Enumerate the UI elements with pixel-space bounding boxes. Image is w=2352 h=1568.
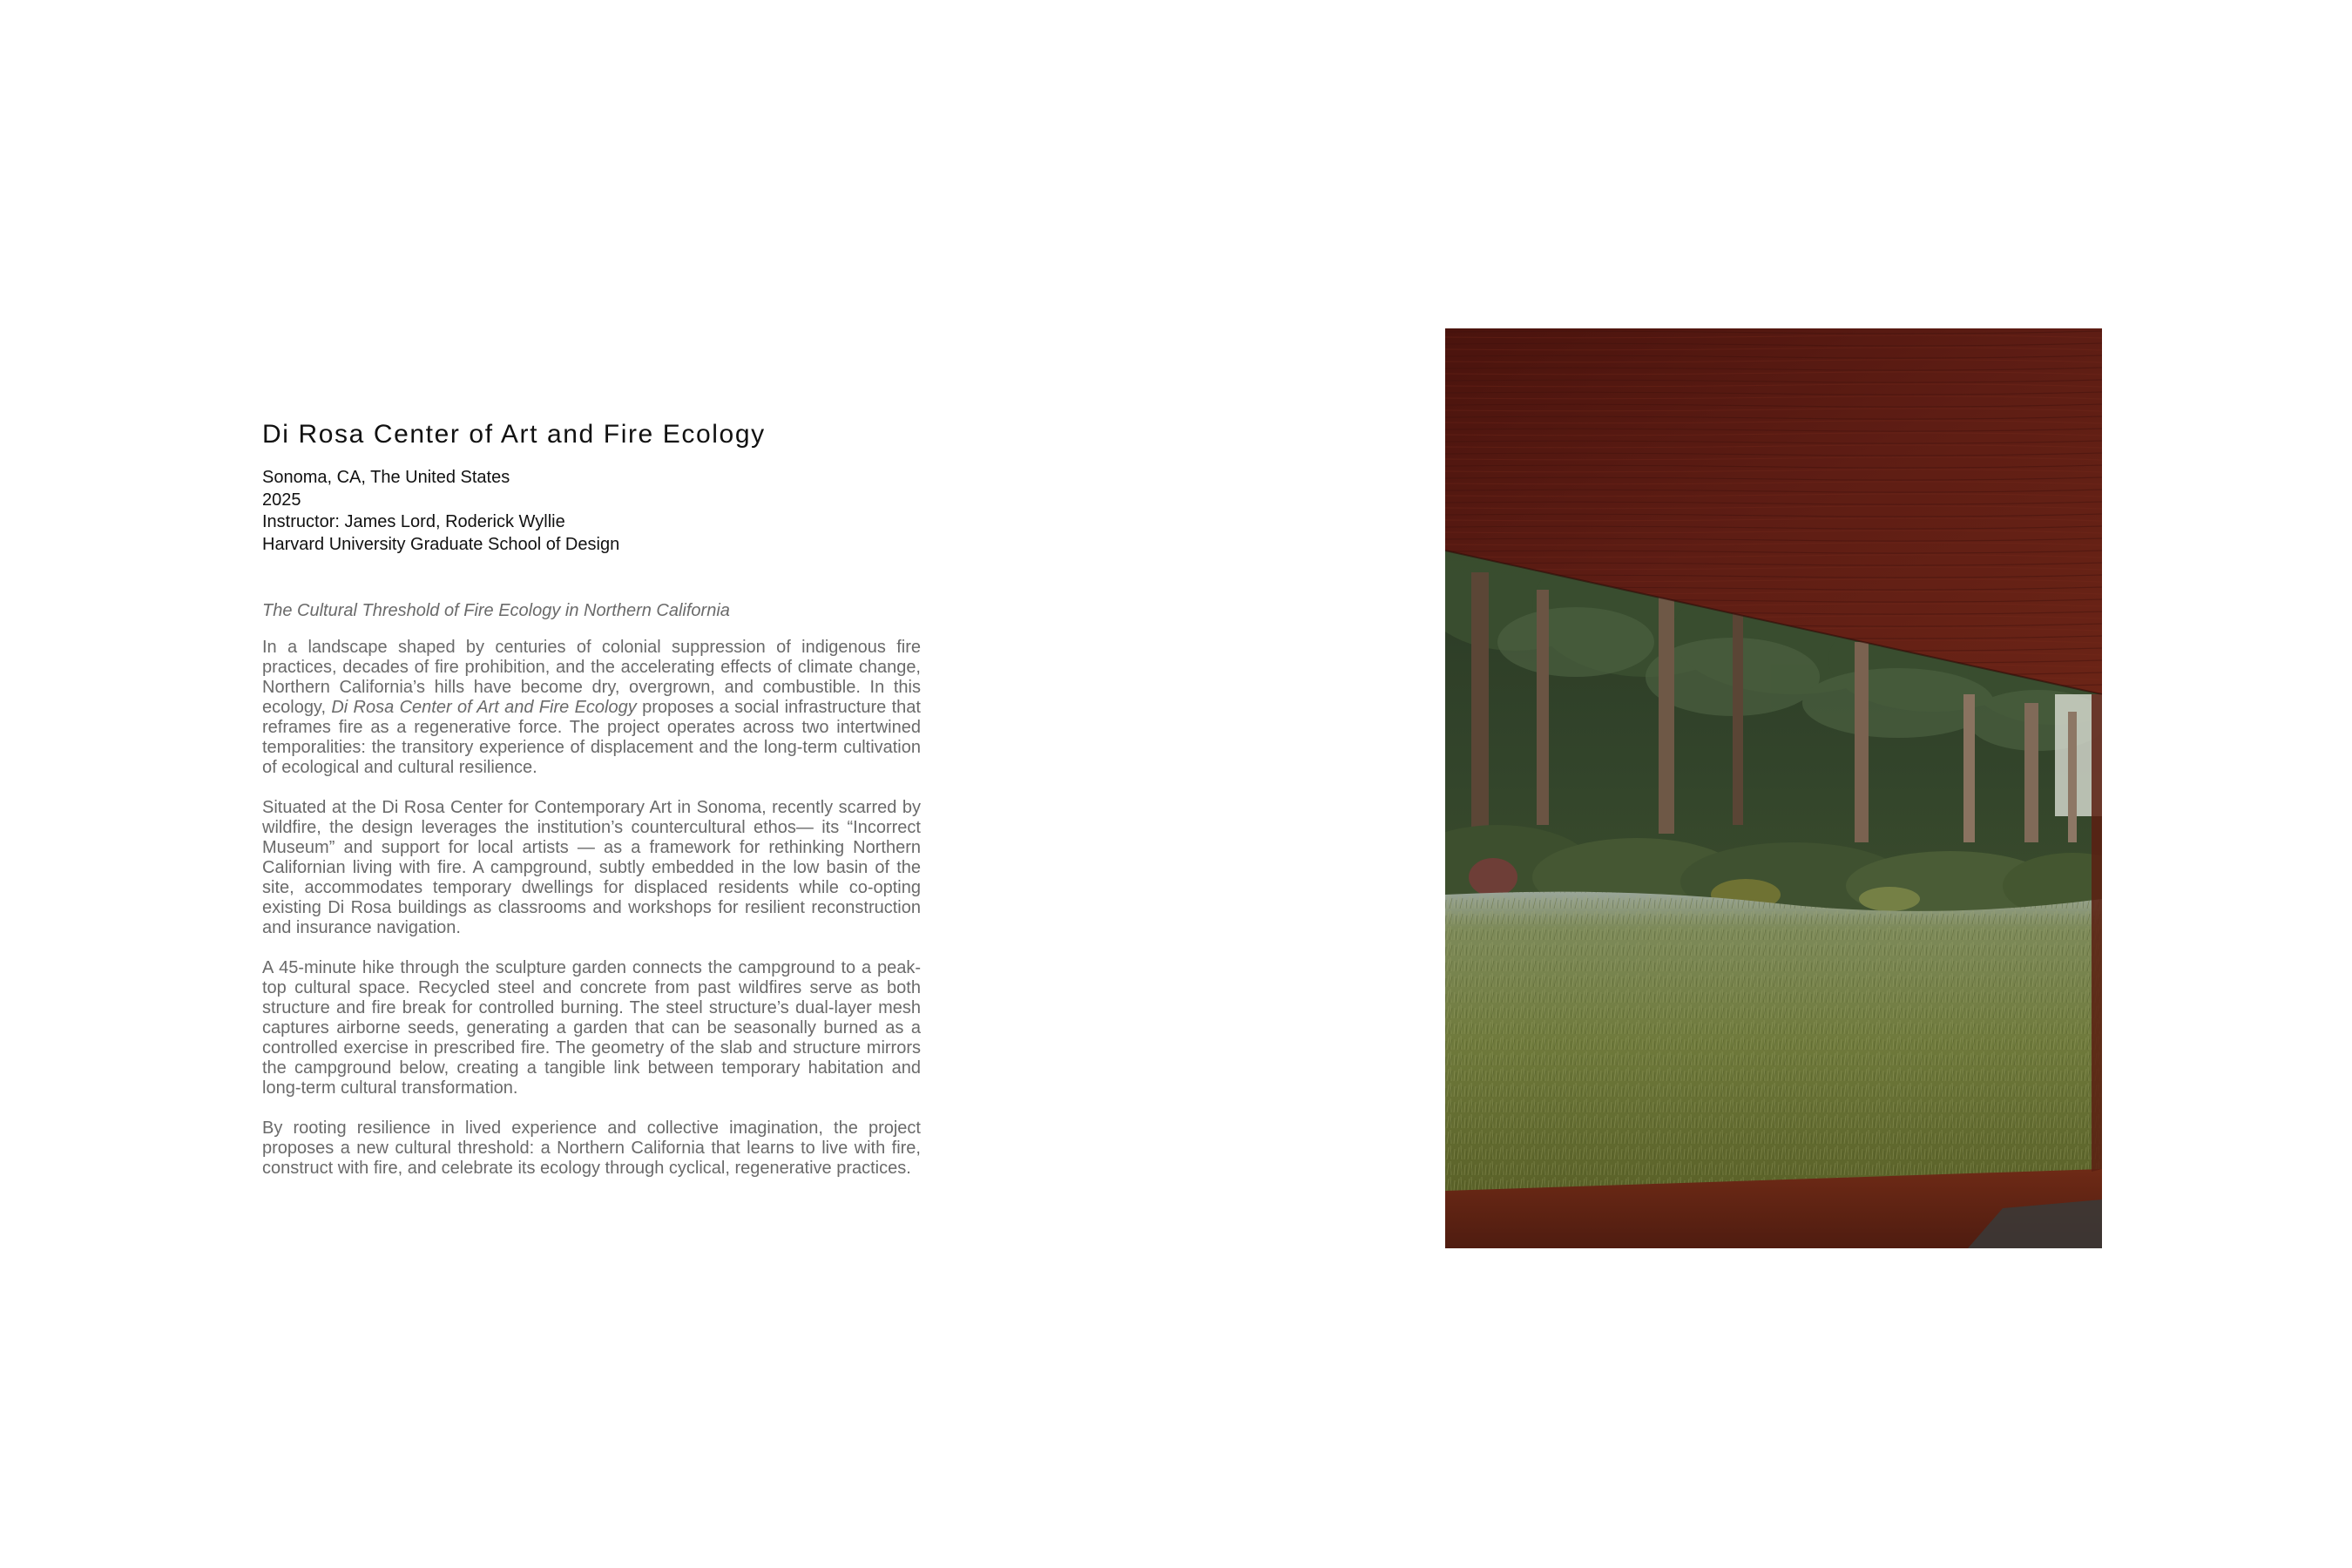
project-meta <box>262 467 921 556</box>
essay-paragraph-3: A 45-minute hike through the sculpture garden connects the campground to a peak-top cultural space. Recycled steel and concrete from past wildfires serve as both structure and fire break for controlled burning. The steel structure’s dual-layer mesh captures airborne seeds, generating a garden that can be seasonally burned as a controlled exercise in prescribed fire. The geometry of the slab and structure mirrors the campground below, creating a tangible link between temporary habitation and long-term cultural transformation. <box>262 958 921 1098</box>
essay-paragraph-4: By rooting resilience in lived experience and collective imagination, the project proposes a new cultural threshold: a Northern California that learns to live with fire, construct with fire, and celebrate its ecology through cyclical, regenerative practices. <box>262 1119 921 1178</box>
essay-paragraph-2: Situated at the Di Rosa Center for Contemporary Art in Sonoma, recently scarred by wildfire, the design leverages the institution’s countercultural ethos— its “Incorrect Museum” and support for local artists — as a framework for rethinking Northern Californian living with fire. A campground, subtly embedded in the low basin of the site, accommodates temporary dwellings for displaced residents while co-opting existing Di Rosa buildings as classrooms and workshops for resilient reconstruction and insurance navigation. <box>262 798 921 937</box>
project-year: 2025 <box>262 490 301 510</box>
project-title: Di Rosa Center of Art and Fire Ecology <box>262 420 766 449</box>
render-illustration <box>1445 328 2102 1248</box>
paragraph-1-text-end: proposes a social infrastructure that reframes fire as a regenerative force. The project operates across two intertwined temporalities: the transitory experience of displacement and the long-term cultivation of ecological and cultural resilience. <box>262 698 921 777</box>
project-school: Harvard University Graduate School of Design <box>262 534 620 554</box>
landscape-render-image <box>1445 328 2102 1248</box>
paragraph-1-text-start: In a landscape shaped by centuries of colonial suppression of indigenous fire practices, decades of fire prohibition, and the accelerating effects of climate change, Northern California’s hills have become dry, overgrown, and combustible. In this ecology, <box>262 638 921 717</box>
paragraph-1-project-name: Di Rosa Center of Art and Fire Ecology <box>331 698 637 717</box>
essay-subtitle: The Cultural Threshold of Fire Ecology in Northern California <box>262 601 730 620</box>
project-text-column <box>262 418 921 1199</box>
project-location: Sonoma, CA, The United States <box>262 468 510 487</box>
project-instructor: Instructor: James Lord, Roderick Wyllie <box>262 512 565 531</box>
essay-paragraph-1 <box>262 638 921 778</box>
